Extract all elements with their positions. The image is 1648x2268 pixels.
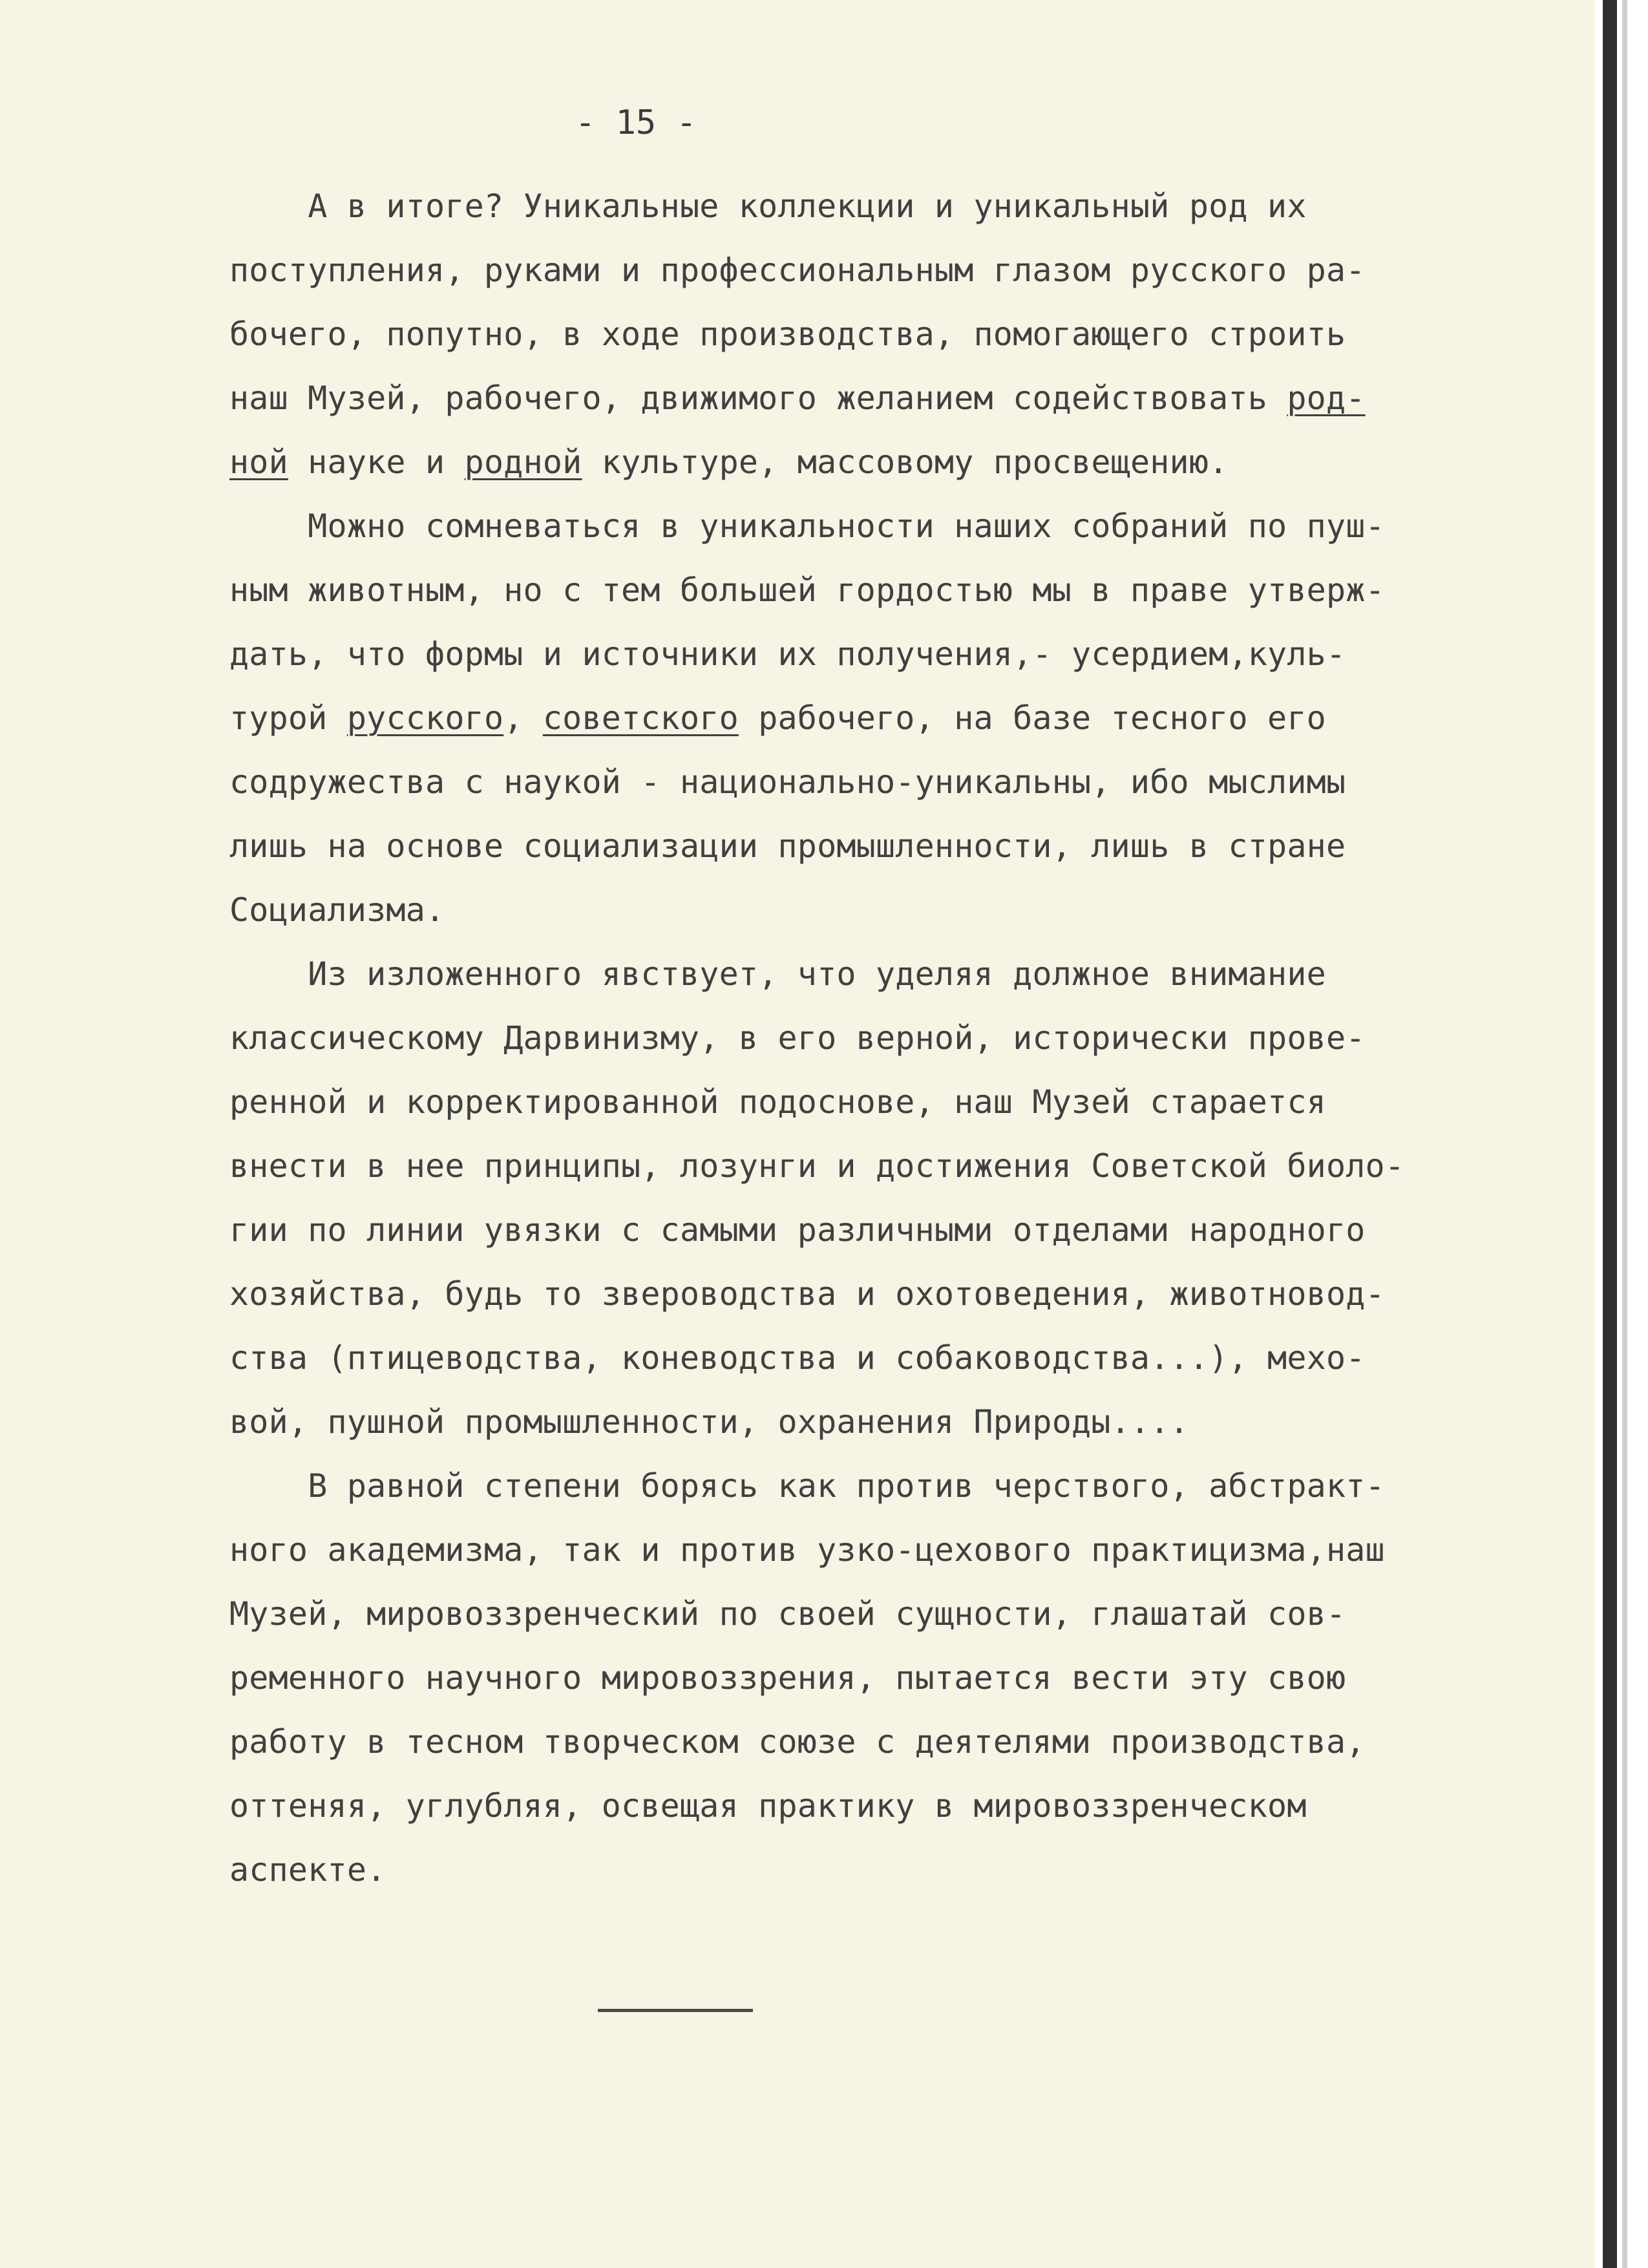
text-line: [229, 1006, 1535, 1070]
text-segment: поступления, руками и профессиональным глазом русского ра-: [229, 251, 1366, 289]
text-segment: гии по линии увязки с самыми различными отделами народного: [229, 1211, 1366, 1249]
text-line: [229, 814, 1535, 878]
text-line: [229, 1774, 1535, 1838]
text-segment: классическому Дарвинизму, в его верной, исторически прове-: [229, 1019, 1366, 1057]
text-segment: Из изложенного явствует, что уделяя должное внимание: [229, 955, 1326, 993]
text-line: [229, 238, 1535, 302]
text-line: [229, 1326, 1535, 1390]
document-body: [229, 175, 1535, 1902]
text-line: [229, 1710, 1535, 1774]
text-segment: ного академизма, так и против узко-цехового практицизма,наш: [229, 1531, 1385, 1569]
text-line: [229, 1454, 1535, 1518]
scan-edge-dark-stripe: [1603, 0, 1617, 2268]
text-segment: ренной и корректированной подоснове, наш Музей старается: [229, 1083, 1326, 1121]
text-line: [229, 622, 1535, 686]
text-segment: В равной степени борясь как против черствого, абстракт-: [229, 1467, 1385, 1505]
underlined-text: советского: [542, 699, 739, 737]
text-segment: ременного научного мировоззрения, пытается вести эту свою: [229, 1659, 1346, 1697]
paragraph: [229, 942, 1535, 1454]
text-segment: работу в тесном творческом союзе с деятелями производства,: [229, 1723, 1366, 1761]
text-segment: хозяйства, будь то звероводства и охотоведения, животновод-: [229, 1275, 1385, 1313]
text-segment: оттеняя, углубляя, освещая практику в мировоззренческом: [229, 1787, 1307, 1825]
text-segment: Можно сомневаться в уникальности наших собраний по пуш-: [229, 507, 1385, 545]
text-segment: ,: [503, 699, 543, 737]
text-segment: А в итоге? Уникальные коллекции и уникальный род их: [229, 187, 1307, 225]
text-segment: наш Музей, рабочего, движимого желанием содействовать: [229, 379, 1287, 417]
text-line: [229, 430, 1535, 494]
text-segment: Музей, мировоззренческий по своей сущности, глашатай сов-: [229, 1595, 1346, 1633]
text-segment: рабочего, на базе тесного его: [738, 699, 1326, 737]
paragraph: [229, 1454, 1535, 1902]
text-line: [229, 302, 1535, 366]
underlined-text: русского: [346, 699, 504, 737]
text-line: [229, 1198, 1535, 1262]
text-line: [229, 1390, 1535, 1454]
text-line: [229, 686, 1535, 750]
text-line: [229, 878, 1535, 942]
text-line: [229, 1134, 1535, 1198]
scan-edge-light-stripe: [1622, 0, 1627, 2268]
text-segment: содружества с наукой - национально-уникальны, ибо мыслимы: [229, 763, 1346, 801]
underlined-text: род-: [1287, 379, 1366, 417]
text-segment: лишь на основе социализации промышленности, лишь в стране: [229, 827, 1346, 865]
underlined-text: ной: [229, 443, 288, 481]
text-segment: турой: [229, 699, 347, 737]
text-line: [229, 1070, 1535, 1134]
text-segment: внести в нее принципы, лозунги и достижения Советской биоло-: [229, 1147, 1405, 1185]
text-segment: культуре, массовому просвещению.: [582, 443, 1229, 481]
paragraph: [229, 175, 1535, 494]
text-line: [229, 1262, 1535, 1326]
text-segment: ства (птицеводства, коневодства и собаководства...), мехо-: [229, 1339, 1366, 1377]
text-line: [229, 1646, 1535, 1710]
text-line: [229, 1582, 1535, 1646]
text-line: [229, 366, 1535, 430]
text-segment: бочего, попутно, в ходе производства, помогающего строить: [229, 315, 1346, 353]
text-line: [229, 494, 1535, 558]
text-line: [229, 942, 1535, 1006]
underlined-text: родной: [464, 443, 582, 481]
paragraph: [229, 494, 1535, 942]
text-line: [229, 750, 1535, 814]
text-segment: Социализма.: [229, 891, 445, 929]
text-segment: дать, что формы и источники их получения,- усердием,куль-: [229, 635, 1346, 673]
end-of-text-rule: [598, 2009, 753, 2012]
text-line: [229, 1838, 1535, 1902]
text-line: [229, 1518, 1535, 1582]
text-segment: ным животным, но с тем большей гордостью мы в праве утверж-: [229, 571, 1385, 609]
text-segment: вой, пушной промышленности, охранения Природы....: [229, 1403, 1189, 1441]
scan-edge: [1596, 0, 1648, 2268]
page-number: - 15 -: [575, 103, 697, 142]
text-segment: науке и: [288, 443, 465, 481]
text-segment: аспекте.: [229, 1851, 386, 1889]
text-line: [229, 558, 1535, 622]
text-line: [229, 175, 1535, 238]
